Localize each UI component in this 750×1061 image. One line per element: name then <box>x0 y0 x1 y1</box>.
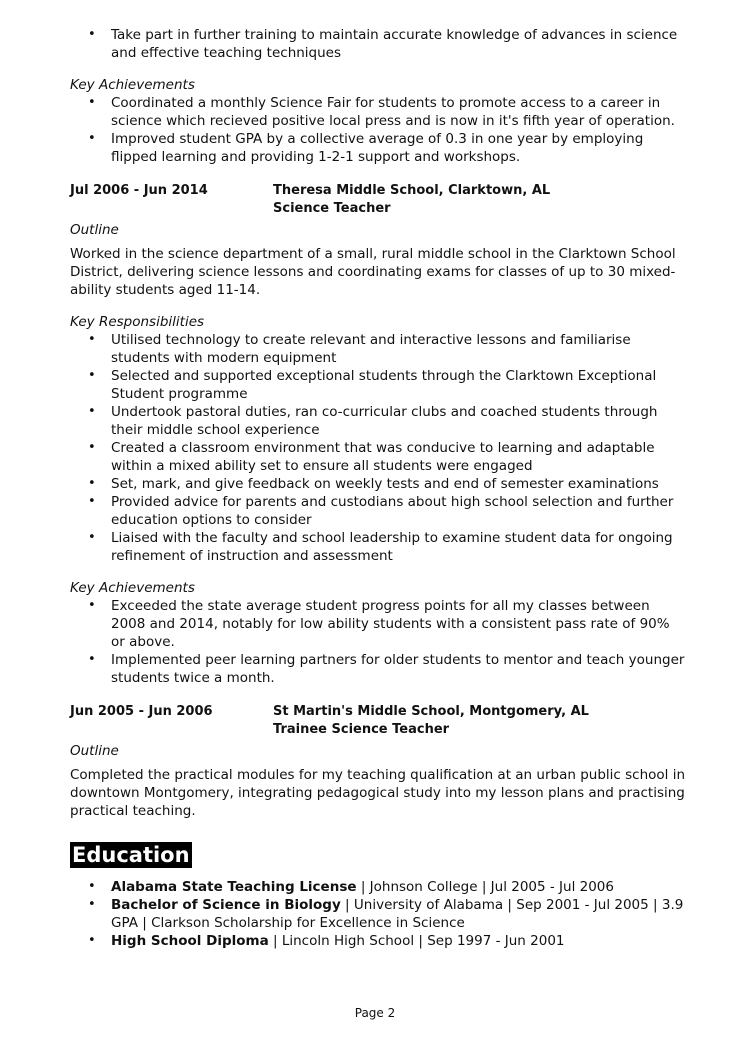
education-details: | Lincoln High School | Sep 1997 - Jun 2001 <box>268 933 565 949</box>
list-item: • Set, mark, and give feedback on weekly tests and end of semester examinations <box>70 475 685 493</box>
list-item <box>70 896 685 932</box>
list-item <box>70 878 685 896</box>
continued-responsibilities-list <box>70 26 685 62</box>
job-role: Science Teacher <box>273 201 391 216</box>
key-achievements-list <box>70 597 685 687</box>
job-dates: Jun 2005 - Jun 2006 <box>70 704 213 719</box>
key-responsibilities-label: Key Responsibilities <box>70 314 205 330</box>
list-item: • Selected and supported exceptional students through the Clarktown Exceptional Student programme <box>70 367 685 403</box>
job-dates: Jul 2006 - Jun 2014 <box>70 183 208 198</box>
list-item <box>70 932 685 950</box>
outline-text: Completed the practical modules for my teaching qualification at an urban public school in downtown Montgomery, integrating pedagogical study into my lesson plans and practising practical teaching. <box>70 767 685 819</box>
list-item: • Improved student GPA by a collective average of 0.3 in one year by employing flipped learning and providing 1-2-1 support and workshops. <box>70 130 685 166</box>
list-item: • Created a classroom environment that was conducive to learning and adaptable within a mixed ability set to ensure all students were engaged <box>70 439 685 475</box>
job-employer: St Martin's Middle School, Montgomery, AL <box>273 704 589 719</box>
list-item: • Implemented peer learning partners for older students to mentor and teach younger students twice a month. <box>70 651 685 687</box>
outline-label: Outline <box>70 743 119 759</box>
education-name: Bachelor of Science in Biology <box>111 897 341 913</box>
list-item: • Take part in further training to maintain accurate knowledge of advances in science and effective teaching techniques <box>70 26 685 62</box>
job-employer: Theresa Middle School, Clarktown, AL <box>273 183 551 198</box>
resume-page <box>70 26 685 950</box>
education-details: | University of Alabama | Sep 2001 - Jul 2005 | 3.9 GPA | Clarkson Scholarship for Excellence in Science <box>111 897 684 931</box>
list-item: • Exceeded the state average student progress points for all my classes between 2008 and 2014, notably for low ability students with a consistent pass rate of 90% or above. <box>70 597 685 651</box>
job-role: Trainee Science Teacher <box>273 722 450 737</box>
education-name: Alabama State Teaching License <box>111 879 357 895</box>
list-item: • Utilised technology to create relevant and interactive lessons and familiarise students with modern equipment <box>70 331 685 367</box>
job-header-theresa <box>70 182 685 218</box>
education-heading: Education <box>72 843 190 867</box>
list-item: • Undertook pastoral duties, ran co-curricular clubs and coached students through their middle school experience <box>70 403 685 439</box>
list-item: • Liaised with the faculty and school leadership to examine student data for ongoing refinement of instruction and assessment <box>70 529 685 565</box>
list-item: • Provided advice for parents and custodians about high school selection and further education options to consider <box>70 493 685 529</box>
page-number: Page 2 <box>354 1006 396 1020</box>
key-achievements-label: Key Achievements <box>70 580 195 596</box>
education-list <box>70 878 685 950</box>
outline-label: Outline <box>70 222 119 238</box>
outline-text: Worked in the science department of a small, rural middle school in the Clarktown School District, delivering science lessons and coordinating exams for classes of up to 30 mixed-ability students aged 11-14. <box>70 246 676 298</box>
key-responsibilities-list <box>70 331 685 565</box>
list-item: • Coordinated a monthly Science Fair for students to promote access to a career in science which recieved positive local press and is now in it's fifth year of operation. <box>70 94 685 130</box>
key-achievements-label: Key Achievements <box>70 77 195 93</box>
education-details: | Johnson College | Jul 2005 - Jul 2006 <box>356 879 614 895</box>
education-name: High School Diploma <box>111 933 269 949</box>
key-achievements-list <box>70 94 685 166</box>
job-header-st-martins <box>70 703 685 739</box>
